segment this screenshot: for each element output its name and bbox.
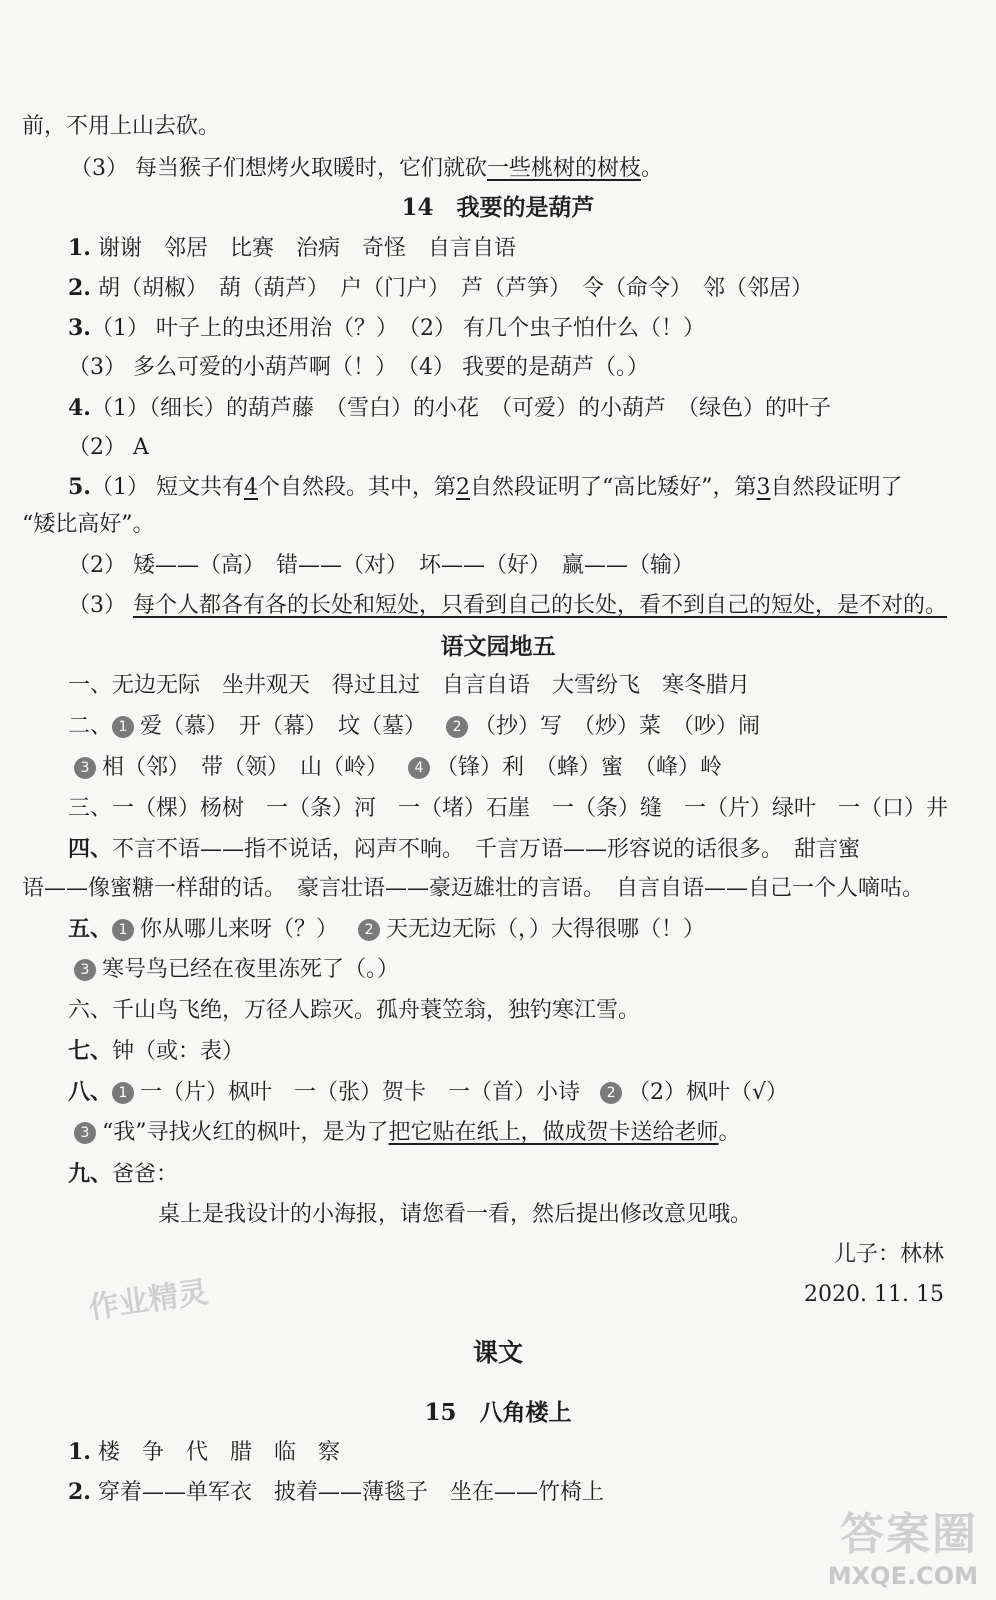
text: （锋）利 （蜂）蜜 （峰）岭 — [436, 755, 723, 780]
answer-2 — [68, 1477, 604, 1508]
item-number: 5. — [68, 474, 91, 500]
item-number: 二、 — [68, 714, 113, 739]
text: （1） 叶子上的虫还用治（？） （2） 有几个虫子怕什么（！） — [90, 316, 705, 341]
answer-5 — [68, 472, 903, 503]
text-line — [68, 1077, 788, 1108]
answer-1 — [68, 233, 516, 264]
text-line — [68, 712, 760, 742]
text: 爸爸： — [112, 1162, 179, 1187]
text: （1） 短文共有 — [90, 475, 244, 500]
text: 楼 争 代 腊 临 察 — [97, 1440, 340, 1465]
text: （3） — [68, 593, 133, 618]
text-line: “矮比高好”。 — [22, 512, 155, 537]
text: 相（邻） 带（领） 山（岭） — [102, 755, 389, 780]
answer-2 — [68, 273, 813, 304]
letter-body: 桌上是我设计的小海报，请您看一看，然后提出修改意见哦。 — [158, 1202, 753, 1227]
answer-4 — [68, 393, 831, 424]
text: 一（片）枫叶 一（张）贺卡 一（首）小诗 — [140, 1080, 581, 1105]
section-title: 14 我要的是葫芦 — [401, 194, 595, 221]
text-line — [68, 1159, 178, 1190]
circle-number-icon: 3 — [74, 757, 96, 779]
text-line: （2） 矮——（高） 错——（对） 坏——（好） 赢——（输） — [68, 553, 694, 578]
item-number: 七、 — [68, 1038, 113, 1064]
text-line — [74, 955, 399, 985]
text-line — [68, 914, 705, 945]
underlined-answer: 一些桃树的树枝 — [487, 156, 642, 181]
letter-signature: 儿子：林林 — [833, 1242, 944, 1267]
part-title: 课文 — [472, 1338, 523, 1367]
circle-number-icon: 3 — [74, 959, 96, 981]
text-line: 语——像蜜糖一样甜的话。 豪言壮语——豪迈雄壮的言语。 自言自语——自己一个人嘀咕。 — [22, 876, 925, 901]
text: 钟（或：表） — [112, 1039, 245, 1064]
logo-url: MXQE.COM — [827, 1562, 978, 1590]
underlined-answer: 每个人都各有各的长处和短处，只看到自己的长处，看不到自己的短处，是不对的。 — [133, 593, 948, 618]
text: 爱（慕） 开（幕） 坟（墓） — [140, 714, 427, 739]
text-line — [68, 834, 860, 865]
text-line — [74, 753, 722, 783]
item-number: 四、 — [68, 836, 113, 862]
circle-number-icon: 4 — [408, 757, 430, 779]
circle-number-icon: 1 — [112, 716, 134, 738]
text: 个自然段。其中，第 — [257, 475, 456, 500]
text-line: 三、一（棵）杨树 一（条）河 一（堵）石崖 一（条）缝 一（片）绿叶 一（口）井 — [68, 796, 949, 821]
item-number: 4. — [68, 395, 91, 421]
site-logo — [828, 1498, 978, 1590]
item-number: 2. — [68, 1479, 91, 1505]
item-number: 八、 — [68, 1079, 113, 1105]
section-title: 15 八角楼上 — [424, 1399, 572, 1426]
circle-number-icon: 2 — [446, 716, 468, 738]
text-line: 六、千山鸟飞绝，万径人踪灭。孤舟蓑笠翁，独钓寒江雪。 — [68, 998, 641, 1023]
circle-number-icon: 2 — [358, 919, 380, 941]
text: （2）枫叶（√） — [628, 1080, 789, 1105]
item-number: 1. — [68, 235, 91, 261]
filled-blank: 2 — [455, 475, 470, 500]
text-line: （3） 多么可爱的小葫芦啊（！） （4） 我要的是葫芦（。） — [68, 355, 649, 380]
filled-blank: 4 — [243, 475, 258, 500]
text: 自然段证明了 — [770, 475, 903, 500]
text-line: 前，不用上山去砍。 — [22, 114, 221, 139]
text: 你从哪儿来呀（？） — [140, 917, 339, 942]
text-line — [68, 591, 947, 621]
item-number: 1. — [68, 1439, 91, 1465]
text: 穿着——单军衣 披着——薄毯子 坐在——竹椅上 — [97, 1480, 604, 1505]
answer-1 — [68, 1437, 340, 1468]
text: 寒号鸟已经在夜里冻死了（。） — [102, 957, 400, 982]
text: 。 — [641, 156, 664, 181]
text-line: （2） A — [68, 435, 149, 460]
text: （1）（细长）的葫芦藤 （雪白）的小花 （可爱）的小葫芦 （绿色）的叶子 — [90, 396, 831, 421]
text: 谢谢 邻居 比赛 治病 奇怪 自言自语 — [97, 236, 516, 261]
logo-text: 答案圈 — [840, 1509, 978, 1560]
text-line — [70, 154, 663, 184]
answer-3 — [68, 313, 705, 344]
text: “我”寻找火红的枫叶，是为了 — [102, 1120, 389, 1145]
letter-date: 2020. 11. 15 — [804, 1282, 944, 1307]
underlined-answer: 把它贴在纸上，做成贺卡送给老师 — [388, 1120, 719, 1145]
text: （抄）写 （炒）菜 （吵）闹 — [474, 714, 761, 739]
filled-blank: 3 — [756, 475, 771, 500]
item-number: 3. — [68, 315, 91, 341]
circle-number-icon: 3 — [74, 1122, 96, 1144]
text: 。 — [718, 1120, 741, 1145]
item-number: 五、 — [68, 916, 113, 942]
circle-number-icon: 1 — [112, 919, 134, 941]
text: （3） 每当猴子们想烤火取暖时，它们就砍 — [70, 156, 487, 181]
text-line — [74, 1118, 741, 1148]
text: 天无边无际（，）大得很哪（！） — [386, 917, 706, 942]
text: 胡（胡椒） 葫（葫芦） 户（门户） 芦（芦笋） 令（命令） 邻（邻居） — [97, 276, 813, 301]
circle-number-icon: 1 — [112, 1082, 134, 1104]
item-number: 2. — [68, 275, 91, 301]
text: 不言不语——指不说话，闷声不响。 千言万语——形容说的话很多。 甜言蜜 — [112, 837, 861, 862]
text-line: 一、无边无际 坐井观天 得过且过 自言自语 大雪纷飞 寒冬腊月 — [68, 673, 751, 698]
watermark: 作业精灵 — [86, 1274, 211, 1327]
text-line — [68, 1036, 244, 1067]
circle-number-icon: 2 — [600, 1082, 622, 1104]
item-number: 九、 — [68, 1161, 113, 1187]
section-title: 语文园地五 — [440, 633, 556, 660]
text: 自然段证明了“高比矮好”，第 — [469, 475, 757, 500]
